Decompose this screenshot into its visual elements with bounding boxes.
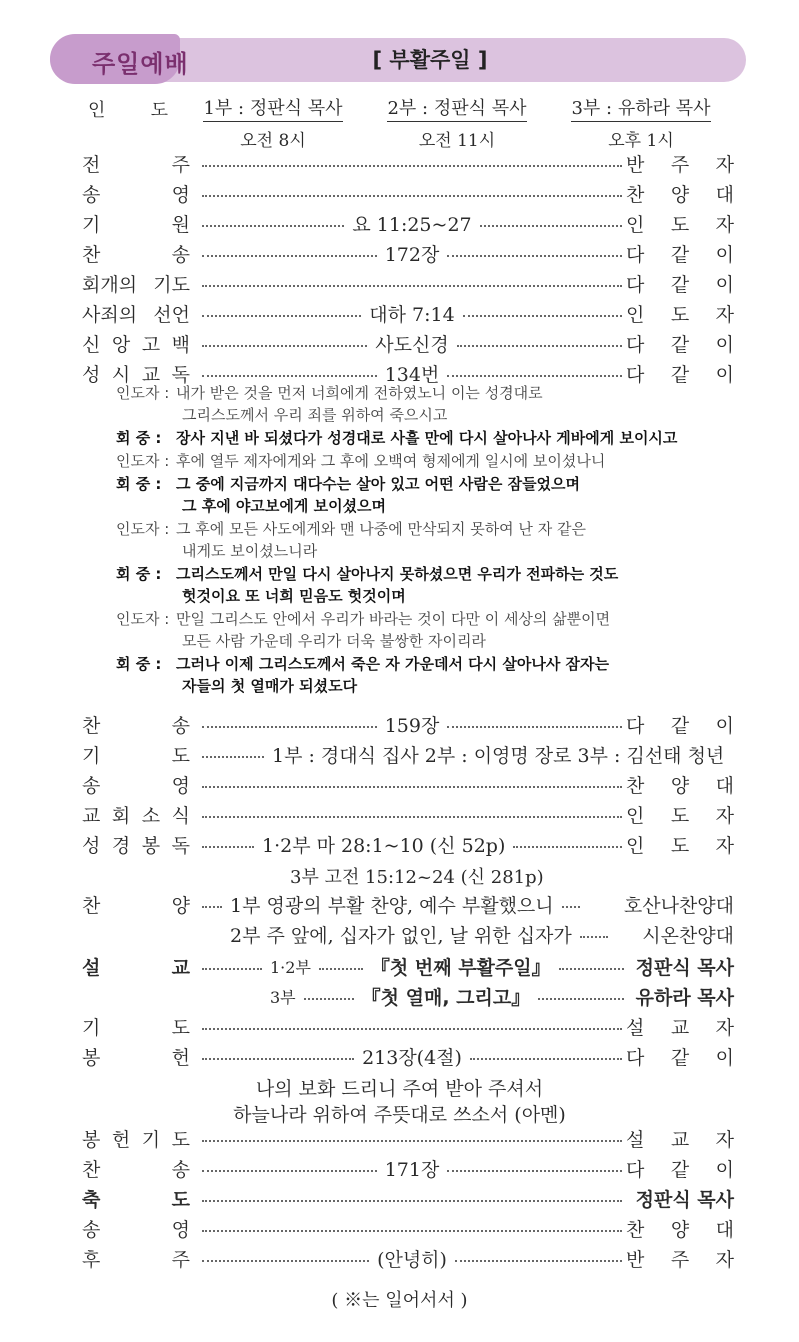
text: 기도 (153, 273, 190, 296)
choir-song-1: 1부 영광의 부활 찬양, 예수 부활했으니 (230, 894, 554, 917)
text: 그 후에 야고보에게 보이셨으며 (182, 497, 387, 515)
sermon-part-1: 1·2부 (270, 957, 311, 977)
text: 자 (715, 1248, 734, 1271)
row-role (626, 330, 734, 357)
order-row (82, 1123, 734, 1153)
text: 그러나 이제 그리스도께서 죽은 자 가운데서 다시 살아나사 잠자는 (176, 655, 610, 673)
text: 그 후에 모든 사도에게와 맨 나중에 만삭되지 못하여 난 자 같은 (176, 520, 586, 538)
service-1 (198, 94, 348, 151)
text: 찬 (626, 183, 645, 206)
row-role (626, 270, 734, 297)
text: 이 (715, 1158, 734, 1181)
text: 기 (82, 744, 101, 767)
text: 장사 지낸 바 되셨다가 성경대로 사흘 만에 다시 살아나사 게바에게 보이시고 (176, 429, 678, 447)
text: 주 (670, 1248, 690, 1271)
text: 자 (715, 153, 734, 176)
row-value: 213장(4절) (362, 1046, 462, 1069)
text: 같 (670, 333, 690, 356)
text: 도 (171, 1016, 190, 1039)
text: 송 (171, 243, 190, 266)
row-role (626, 1043, 734, 1070)
service-pastor: 3부 : 유하라 목사 (571, 94, 710, 122)
row-value: (안녕히) (377, 1248, 447, 1271)
text: 백 (171, 333, 190, 356)
text: 모든 사람 가운데 우리가 더욱 불쌍한 자이리라 (182, 632, 486, 650)
row-value: 159장 (384, 714, 440, 737)
text: 다 (626, 333, 645, 356)
text: 찬 (82, 714, 101, 737)
text: 기 (141, 1128, 161, 1151)
text: 교 (670, 1016, 690, 1039)
text: 같 (670, 714, 690, 737)
row-value: 대하 7:14 (369, 303, 455, 326)
sermon-title-1: 『첫 번째 부활주일』 (370, 956, 551, 979)
service-2 (382, 94, 532, 151)
service-pastor: 2부 : 정판식 목사 (387, 94, 526, 122)
row-role (626, 300, 734, 327)
text: 송 (171, 1158, 190, 1181)
text: 기 (82, 213, 101, 236)
row-role (626, 240, 734, 267)
text: 송 (171, 714, 190, 737)
pastor-label (88, 96, 168, 122)
text: 내게도 보이셨느니라 (182, 542, 318, 560)
text: 도 (670, 804, 690, 827)
order-row (82, 268, 734, 298)
text: 찬 (82, 243, 101, 266)
text: 자 (715, 213, 734, 236)
text: 이 (715, 273, 734, 296)
row-role (626, 831, 734, 858)
row-role (626, 1185, 734, 1212)
row-role (626, 1125, 734, 1152)
text: 도 (670, 834, 690, 857)
service-pastor: 1부 : 정판식 목사 (203, 94, 342, 122)
order-row-sermon-2 (270, 981, 734, 1011)
text: 헌 (111, 1128, 131, 1151)
text: 주 (171, 1248, 190, 1271)
text: 반 (626, 153, 645, 176)
text: 자 (715, 303, 734, 326)
row-label (82, 891, 190, 918)
text: 인도자 : (116, 452, 170, 470)
text: 선언 (153, 303, 190, 326)
text: 축 (82, 1188, 101, 1211)
choir-song-2: 2부 주 앞에, 십자가 없인, 날 위한 십자가 (230, 924, 572, 947)
text: 대 (715, 774, 734, 797)
row-role (626, 180, 734, 207)
row-label (82, 1125, 190, 1152)
text: 독 (171, 363, 190, 386)
text: 같 (670, 273, 690, 296)
order-row-offering (82, 1041, 734, 1071)
text: 교 (141, 363, 161, 386)
text: 같 (670, 243, 690, 266)
text: 반 (626, 1248, 645, 1271)
text: 양 (670, 774, 690, 797)
text: 봉 (141, 834, 161, 857)
text: 송 (82, 774, 101, 797)
offering-lyric-1: 나의 보화 드리니 주여 받아 주셔서 (255, 1078, 544, 1100)
leader-verse (116, 382, 756, 426)
text: 봉 (82, 1046, 101, 1069)
scripture-3rd-service: 3부 고전 15:12~24 (신 281p) (290, 867, 544, 888)
text: 식 (171, 804, 190, 827)
text: 다 (626, 1046, 645, 1069)
text: 인 (626, 303, 645, 326)
leader-verse (116, 450, 756, 472)
text: 도 (670, 213, 690, 236)
text: 찬 (626, 774, 645, 797)
text: 찬 (626, 1218, 645, 1241)
text: 봉 (82, 1128, 101, 1151)
text: 교 (171, 956, 190, 979)
service-time: 오후 1시 (608, 131, 674, 151)
row-value: 요 11:25~27 (352, 213, 472, 236)
row-label (82, 771, 190, 798)
row-role (626, 150, 734, 177)
row-label (82, 240, 190, 267)
congregation-verse (116, 563, 756, 607)
row-role (626, 771, 734, 798)
row-role (626, 711, 734, 738)
text: 같 (670, 1046, 690, 1069)
text: 그리스도께서 우리 죄를 위하여 죽으시고 (182, 406, 448, 424)
service-time: 오전 8시 (240, 131, 306, 151)
order-row-prayer-2 (82, 1011, 734, 1041)
order-row-sermon (82, 951, 734, 981)
text: 찬 (82, 1158, 101, 1181)
row-label (82, 180, 190, 207)
order-row (82, 328, 734, 358)
row-label (82, 1215, 190, 1242)
text: 원 (171, 213, 190, 236)
order-row (82, 208, 734, 238)
text: 설 (626, 1016, 645, 1039)
sermon-part-2: 3부 (270, 987, 296, 1007)
text: 인 (626, 804, 645, 827)
row-label (82, 300, 190, 327)
text: 자 (715, 834, 734, 857)
text: 고 (141, 333, 161, 356)
text: 양 (171, 894, 190, 917)
text: 설 (82, 956, 101, 979)
text: 양 (670, 1218, 690, 1241)
row-label (82, 711, 190, 738)
leader-verse (116, 518, 756, 562)
order-row (82, 298, 734, 328)
text: 독 (171, 834, 190, 857)
order-row (82, 148, 734, 178)
congregation-verse (116, 473, 756, 517)
page-title: [ 부활주일 ] (372, 48, 488, 72)
text: 교 (82, 804, 101, 827)
prayer-leaders: 1부 : 경대식 집사 2부 : 이영명 장로 3부 : 김선태 청년 (272, 744, 725, 767)
text: 이 (715, 1046, 734, 1069)
text: 경 (111, 834, 131, 857)
text: 주 (171, 153, 190, 176)
row-label (82, 1185, 190, 1212)
text: 양 (670, 183, 690, 206)
text: 송 (82, 183, 101, 206)
text: 성 (82, 834, 101, 857)
choir-name-1: 호산나찬양대 (623, 894, 734, 917)
order-row (82, 238, 734, 268)
text: 그 중에 지금까지 대다수는 살아 있고 어떤 사람은 잠들었으며 (176, 475, 581, 493)
text: 자 (715, 1128, 734, 1151)
order-row-doxology (82, 769, 734, 799)
text: 영 (171, 183, 190, 206)
order-row (82, 1213, 734, 1243)
text: 자 (715, 1016, 734, 1039)
row-label (82, 801, 190, 828)
leader-verse (116, 608, 756, 652)
row-label (82, 330, 190, 357)
text: 사죄의 (82, 303, 138, 326)
text: 인도자 : (116, 610, 170, 628)
congregation-verse (116, 427, 756, 449)
worship-logo: 주일예배 (92, 50, 189, 78)
congregation-verse (116, 653, 756, 697)
text: 후 (82, 1248, 101, 1271)
text: 영 (171, 774, 190, 797)
text: 헌 (171, 1046, 190, 1069)
text: 다 (626, 363, 645, 386)
pastor-section (0, 90, 799, 150)
row-value: 사도신경 (375, 333, 449, 356)
text: 영 (171, 1218, 190, 1241)
order-row (82, 178, 734, 208)
sermon-title-2: 『첫 열매, 그리고』 (361, 986, 531, 1009)
text: 소 (141, 804, 161, 827)
text: 송 (82, 1218, 101, 1241)
row-label (82, 270, 190, 297)
text: 인도자 : (116, 520, 170, 538)
text: 같 (670, 1158, 690, 1181)
service-3 (566, 94, 716, 151)
row-label (82, 1013, 190, 1040)
text: 앙 (111, 333, 131, 356)
text: 인 (626, 834, 645, 857)
order-row-prayer (82, 739, 734, 769)
row-role (626, 1155, 734, 1182)
label-char: 도 (150, 100, 168, 121)
text: 만일 그리스도 안에서 우리가 바라는 것이 다만 이 세상의 삶뿐이면 (176, 610, 611, 628)
text: 도 (171, 1188, 190, 1211)
row-role (626, 1215, 734, 1242)
order-row (82, 1153, 734, 1183)
row-value: 171장 (384, 1158, 440, 1181)
order-row-hymn-159 (82, 709, 734, 739)
choir-name-2: 시온찬양대 (642, 924, 734, 947)
text: 전 (82, 153, 101, 176)
text: 내가 받은 것을 먼저 너희에게 전하였노니 이는 성경대로 (176, 384, 543, 402)
text: 인도자 : (116, 384, 170, 402)
label-char: 인 (88, 100, 106, 121)
order-row-choir-2 (230, 919, 734, 949)
text: 다 (626, 243, 645, 266)
row-value: 172장 (384, 243, 440, 266)
text: 회 중 : (116, 475, 162, 493)
row-role (626, 1245, 734, 1272)
text: 시 (111, 363, 131, 386)
text: 자 (715, 804, 734, 827)
row-role (626, 801, 734, 828)
text: 도 (171, 744, 190, 767)
order-row (82, 1243, 734, 1273)
text: 찬 (82, 894, 101, 917)
text: 기 (82, 1016, 101, 1039)
order-row-choir (82, 889, 734, 919)
text: 대 (715, 183, 734, 206)
text: 성 (82, 363, 101, 386)
text: 교 (670, 1128, 690, 1151)
text: 같 (670, 363, 690, 386)
text: 이 (715, 243, 734, 266)
text: 도 (171, 1128, 190, 1151)
text: 이 (715, 714, 734, 737)
text: 회 (111, 804, 131, 827)
order-row-church-news (82, 799, 734, 829)
text: 도 (670, 303, 690, 326)
text: 헛것이요 또 너희 믿음도 헛것이며 (182, 587, 406, 605)
text: 회 중 : (116, 565, 162, 583)
text: 신 (82, 333, 101, 356)
text: 회 중 : (116, 429, 162, 447)
row-label (82, 953, 190, 980)
sermon-preacher-2: 유하라 목사 (635, 986, 734, 1009)
offering-lyric-2: 하늘나라 위하여 주뜻대로 쓰소서 (아멘) (233, 1104, 566, 1126)
row-role (626, 210, 734, 237)
row-label (82, 210, 190, 237)
row-label (82, 1155, 190, 1182)
row-value: 1·2부 마 28:1~10 (신 52p) (262, 834, 506, 857)
row-role (626, 1013, 734, 1040)
text: 대 (715, 1218, 734, 1241)
row-label (82, 1245, 190, 1272)
text: 그리스도께서 만일 다시 살아나지 못하셨으면 우리가 전파하는 것도 (176, 565, 619, 583)
text: 자들의 첫 열매가 되셨도다 (182, 677, 358, 695)
text: 후에 열두 제자에게와 그 후에 오백여 형제에게 일시에 보이셨나니 (176, 452, 606, 470)
text: 다 (626, 273, 645, 296)
text: 정판식 목사 (635, 1188, 734, 1211)
text: 다 (626, 714, 645, 737)
sermon-preacher-1: 정판식 목사 (635, 956, 734, 979)
text: 회개의 (82, 273, 138, 296)
text: 인 (626, 213, 645, 236)
order-row-scripture (82, 829, 734, 859)
text: 주 (670, 153, 690, 176)
row-label (82, 1043, 190, 1070)
text: 다 (626, 1158, 645, 1181)
text: 이 (715, 363, 734, 386)
footnote: ( ※는 일어서서 ) (331, 1290, 468, 1311)
row-label (82, 150, 190, 177)
row-label (82, 741, 190, 768)
row-value: 134번 (384, 363, 440, 386)
text: 설 (626, 1128, 645, 1151)
text: 회 중 : (116, 655, 162, 673)
service-time: 오전 11시 (418, 131, 496, 151)
order-row (82, 1183, 734, 1213)
text: 이 (715, 333, 734, 356)
row-label (82, 831, 190, 858)
